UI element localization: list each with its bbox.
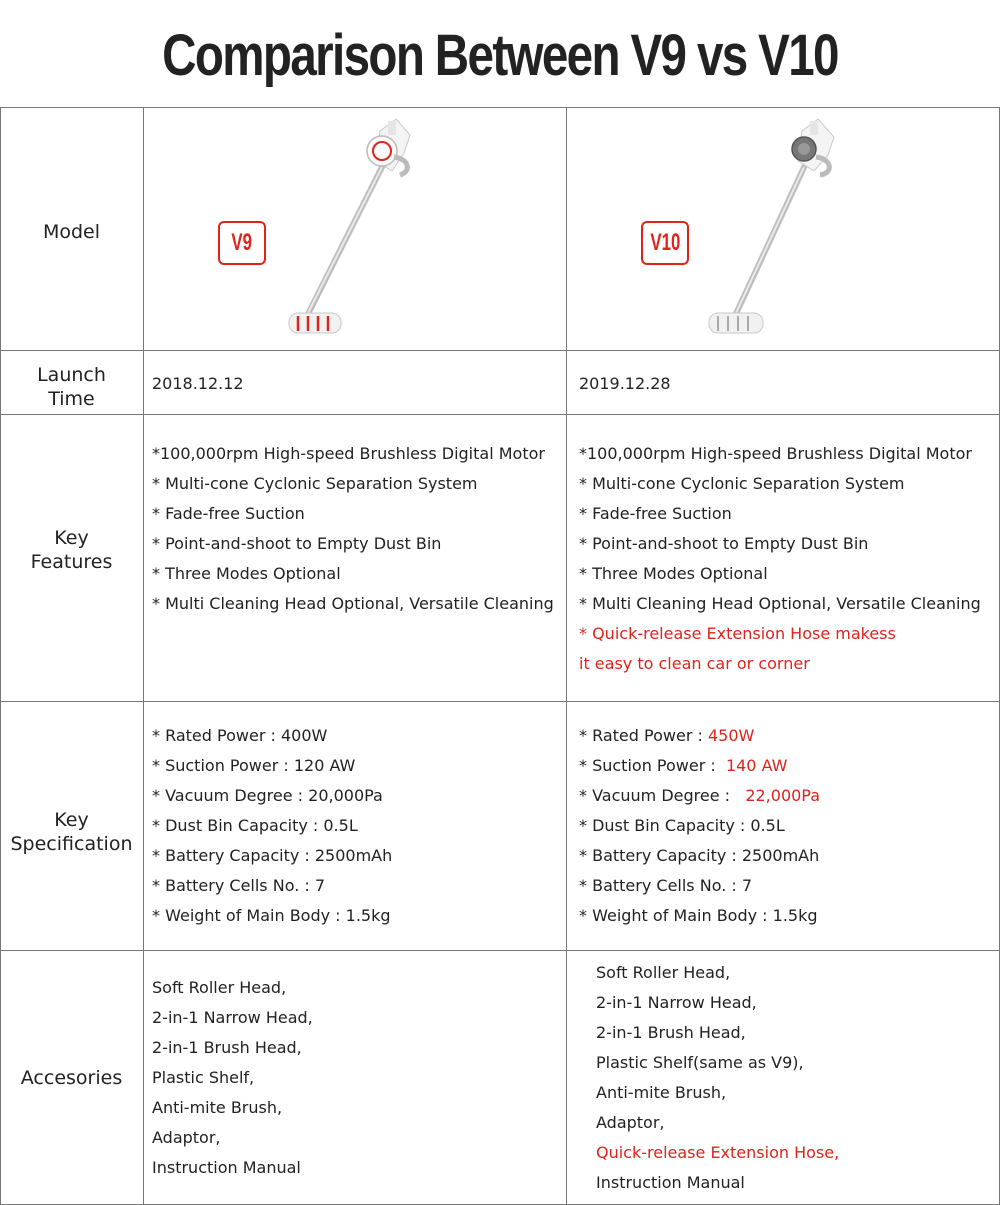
label-line: Time	[48, 388, 95, 410]
feature-item: * Point-and-shoot to Empty Dust Bin	[579, 534, 869, 553]
spec-item: * Battery Capacity : 2500mAh	[152, 846, 393, 865]
table-border-left	[0, 107, 1, 1205]
row-label-key-features	[0, 526, 143, 574]
launch-date: 2019.12.28	[579, 374, 671, 393]
accessory-item: 2-in-1 Brush Head,	[152, 1038, 302, 1057]
v9-launch-time	[152, 369, 244, 399]
page-title: Comparison Between V9 vs V10	[162, 23, 838, 88]
accessory-item-highlight: Quick-release Extension Hose,	[596, 1143, 840, 1162]
feature-item: * Multi-cone Cyclonic Separation System	[152, 474, 478, 493]
feature-item-highlight: * Quick-release Extension Hose makess	[579, 624, 896, 643]
spec-item: * Dust Bin Capacity : 0.5L	[579, 816, 785, 835]
row-label-key-specification	[0, 808, 143, 856]
accessory-item: Anti-mite Brush,	[596, 1083, 727, 1102]
spec-label: * Vacuum Degree :	[579, 786, 746, 805]
spec-item: * Battery Cells No. : 7	[579, 876, 753, 895]
launch-date: 2018.12.12	[152, 374, 244, 393]
spec-item	[579, 751, 820, 781]
badge-v10: V10	[641, 221, 689, 265]
feature-item: *100,000rpm High-speed Brushless Digital Motor	[152, 444, 545, 463]
row-divider	[0, 414, 1000, 415]
row-divider	[0, 350, 1000, 351]
spec-item: * Weight of Main Body : 1.5kg	[579, 906, 818, 925]
accessory-item: Plastic Shelf(same as V9),	[596, 1053, 804, 1072]
v9-specification	[152, 721, 392, 931]
v10-accessories	[596, 958, 839, 1198]
label-line: Key	[54, 527, 89, 549]
label-line: Key	[54, 809, 89, 831]
accessory-item: Adaptor,	[152, 1128, 221, 1147]
feature-item: * Three Modes Optional	[579, 564, 768, 583]
feature-item: * Fade-free Suction	[152, 504, 305, 523]
column-divider	[566, 107, 567, 1205]
accessory-item: 2-in-1 Narrow Head,	[152, 1008, 313, 1027]
accessory-item: Plastic Shelf,	[152, 1068, 255, 1087]
table-border-top	[0, 107, 1000, 108]
feature-item: * Three Modes Optional	[152, 564, 341, 583]
spec-value-highlight: 140 AW	[725, 756, 788, 775]
spec-item: * Suction Power : 120 AW	[152, 756, 356, 775]
feature-item-highlight: it easy to clean car or corner	[579, 654, 810, 673]
accessory-item: Instruction Manual	[596, 1173, 745, 1192]
accessory-item: 2-in-1 Brush Head,	[596, 1023, 746, 1042]
row-label-launch-time	[0, 363, 143, 411]
column-divider	[143, 107, 144, 1205]
v10-launch-time	[579, 369, 671, 399]
row-divider	[0, 701, 1000, 702]
spec-label: * Rated Power :	[579, 726, 708, 745]
row-label-model: Model	[42, 221, 101, 243]
row-label-accessories: Accesories	[20, 1067, 123, 1089]
v10-vacuum-image	[706, 113, 846, 343]
badge-v9: V9	[218, 221, 266, 265]
feature-item: * Fade-free Suction	[579, 504, 732, 523]
row-divider	[0, 950, 1000, 951]
accessory-item: Anti-mite Brush,	[152, 1098, 283, 1117]
v9-vacuum-image	[284, 113, 424, 343]
v10-features	[579, 439, 981, 679]
feature-item: *100,000rpm High-speed Brushless Digital Motor	[579, 444, 972, 463]
spec-item: * Battery Cells No. : 7	[152, 876, 326, 895]
v9-accessories	[152, 973, 313, 1183]
spec-value-highlight: 450W	[707, 726, 755, 745]
accessory-item: Adaptor,	[596, 1113, 665, 1132]
spec-item: * Weight of Main Body : 1.5kg	[152, 906, 391, 925]
accessory-item: Soft Roller Head,	[152, 978, 287, 997]
accessory-item: Soft Roller Head,	[596, 963, 731, 982]
v10-specification	[579, 721, 820, 931]
feature-item: * Multi-cone Cyclonic Separation System	[579, 474, 905, 493]
accessory-item: Instruction Manual	[152, 1158, 301, 1177]
label-line: Specification	[10, 833, 133, 855]
spec-item: * Dust Bin Capacity : 0.5L	[152, 816, 358, 835]
spec-item: * Battery Capacity : 2500mAh	[579, 846, 820, 865]
label-line: Features	[30, 551, 113, 573]
spec-item	[579, 721, 820, 751]
spec-item: * Vacuum Degree : 20,000Pa	[152, 786, 383, 805]
comparison-table	[0, 107, 1000, 1205]
accessory-item: 2-in-1 Narrow Head,	[596, 993, 757, 1012]
feature-item: * Multi Cleaning Head Optional, Versatile Cleaning	[579, 594, 981, 613]
spec-value-highlight: 22,000Pa	[745, 786, 821, 805]
spec-item: * Rated Power : 400W	[152, 726, 328, 745]
spec-item	[579, 781, 820, 811]
feature-item: * Multi Cleaning Head Optional, Versatile Cleaning	[152, 594, 554, 613]
spec-label: * Suction Power :	[579, 756, 726, 775]
feature-item: * Point-and-shoot to Empty Dust Bin	[152, 534, 442, 553]
v9-features	[152, 439, 554, 619]
label-line: Launch	[37, 364, 106, 386]
